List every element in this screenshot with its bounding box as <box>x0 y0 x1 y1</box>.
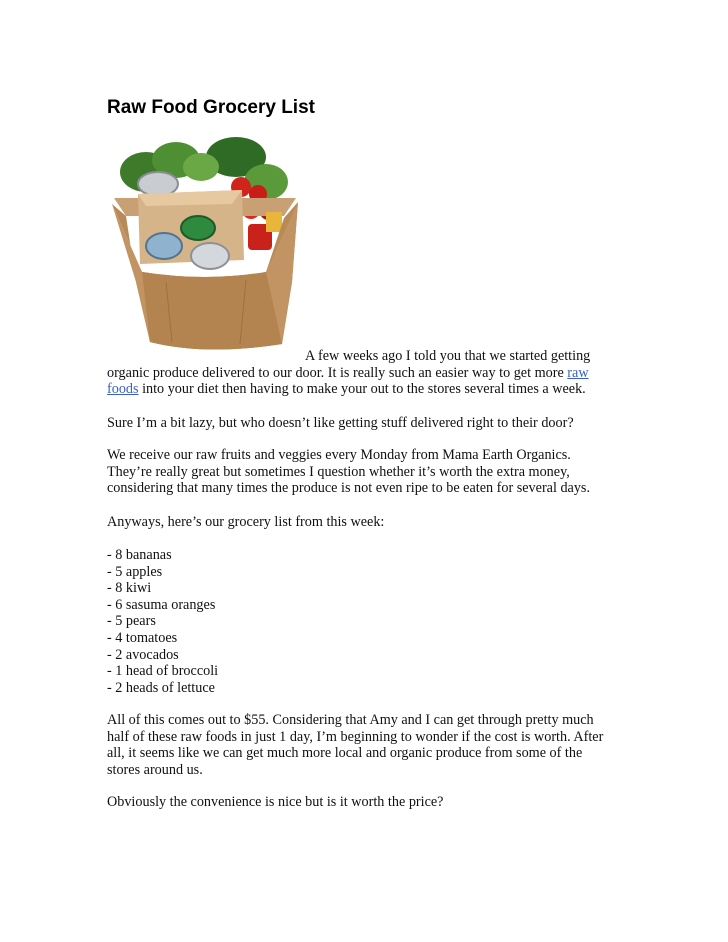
anyways-paragraph <box>107 514 617 531</box>
list-item: - 6 sasuma oranges <box>107 596 216 613</box>
intro-line-2 <box>107 365 617 382</box>
intro-line-3 <box>107 381 617 398</box>
article-title: Raw Food Grocery List <box>107 97 315 118</box>
receive-paragraph <box>107 447 617 497</box>
intro-line-1: A few weeks ago I told you that we started getting <box>305 348 591 364</box>
lazy-line: Sure I’m a bit lazy, but who doesn’t like getting stuff delivered right to their door? <box>107 415 574 431</box>
cost-line-3: all, it seems like we can get much more local and organic produce from some of the <box>107 745 583 762</box>
closing-line: Obviously the convenience is nice but is it worth the price? <box>107 794 444 810</box>
raw-foods-link-continued[interactable]: foods <box>107 381 139 398</box>
intro-line-3-text: into your diet then having to make your out to the stores several times a week. <box>138 381 586 398</box>
list-item: - 2 avocados <box>107 646 179 663</box>
cost-line-2: half of these raw foods in just 1 day, I’m beginning to wonder if the cost is worth. After <box>107 728 604 745</box>
list-item: - 8 kiwi <box>107 580 152 597</box>
lazy-paragraph <box>107 415 617 432</box>
raw-foods-link[interactable]: raw <box>567 364 589 381</box>
list-item: - 5 apples <box>107 563 163 580</box>
cost-paragraph <box>107 712 617 778</box>
list-item: - 4 tomatoes <box>107 629 178 646</box>
receive-line-1: We receive our raw fruits and veggies every Monday from Mama Earth Organics. <box>107 447 571 463</box>
cost-line-4: stores around us. <box>107 761 203 778</box>
list-item: - 2 heads of lettuce <box>107 679 215 696</box>
anyways-line: Anyways, here’s our grocery list from this week: <box>107 514 385 530</box>
list-item: - 5 pears <box>107 613 156 630</box>
list-item: - 1 head of broccoli <box>107 663 219 680</box>
grocery-bag-image <box>106 132 304 360</box>
cost-line-1: All of this comes out to $55. Considering that Amy and I can get through pretty much <box>107 712 594 728</box>
receive-line-3: considering that many times the produce is not even ripe to be eaten for several days. <box>107 480 591 497</box>
closing-paragraph <box>107 794 617 811</box>
receive-line-2: They’re really great but sometimes I question whether it’s worth the extra money, <box>107 463 570 480</box>
intro-paragraph <box>107 348 617 398</box>
grocery-list <box>107 547 617 696</box>
list-item: - 8 bananas <box>107 547 172 563</box>
intro-line-2-text: organic produce delivered to our door. It is really such an easier way to get more <box>107 364 568 381</box>
